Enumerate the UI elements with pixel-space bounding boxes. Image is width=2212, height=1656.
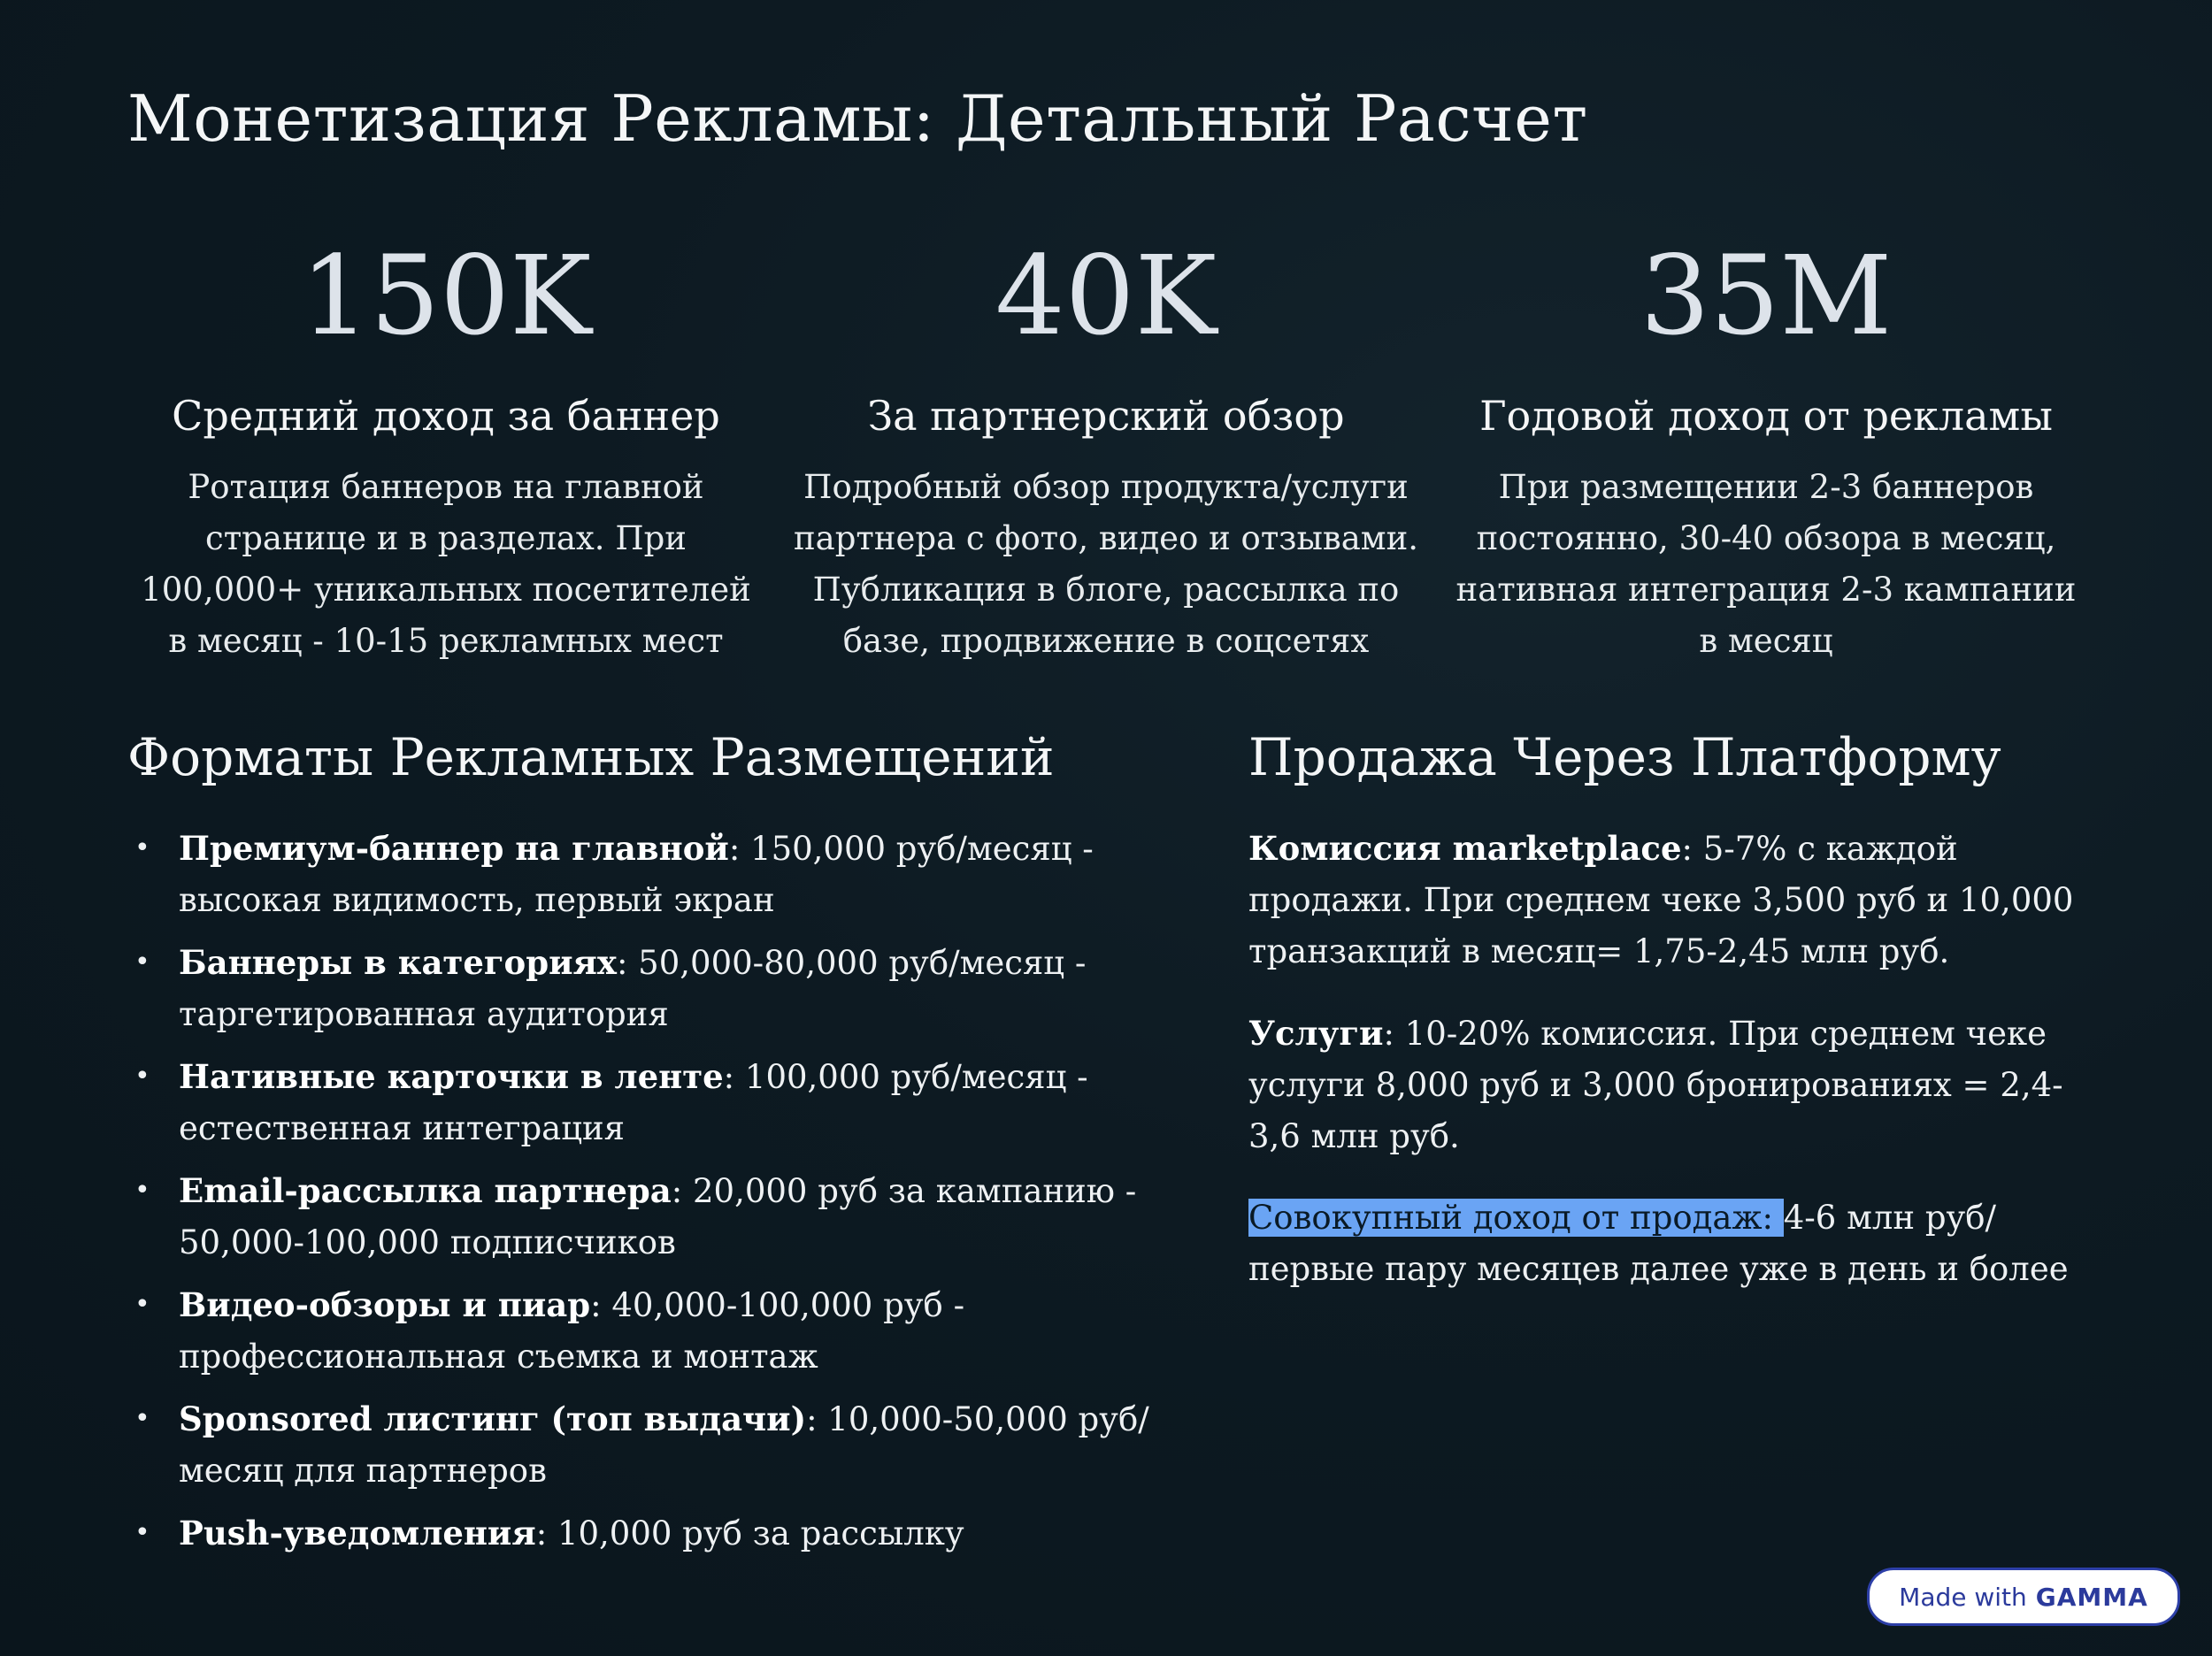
- stat-value: 40K: [995, 233, 1217, 360]
- item-text: : 20,000 руб за кампанию - 50,000-100,000 подписчиков: [179, 1172, 1137, 1261]
- formats-list: [127, 823, 1223, 1570]
- item-title: Push-уведомления: [179, 1514, 536, 1552]
- stat-description: Ротация баннеров на главной странице и в разделах. При 100,000+ уникальных посетителей в месяц - 10-15 рекламных мест: [141, 468, 751, 660]
- paragraph-text: 4-6 млн руб/первые пару месяцев далее уже в день и более: [1248, 1199, 2069, 1288]
- item-text: : 150,000 руб/месяц - высокая видимость, первый экран: [179, 830, 1094, 919]
- badge-prefix: Made with: [1899, 1582, 2027, 1612]
- item-title: Sponsored листинг (топ выдачи): [179, 1399, 807, 1438]
- list-item: [134, 1051, 1223, 1154]
- total-income-paragraph: [1248, 1192, 2098, 1295]
- page-title: Монетизация Рекламы: Детальный Расчет: [127, 81, 1588, 156]
- stat-value: 35M: [1640, 233, 1893, 360]
- paragraph-text: : 10-20% комиссия. При среднем чеке услуги 8,000 руб и 3,000 бронированиях = 2,4-3,6 млн руб.: [1248, 1015, 2063, 1155]
- gamma-logo: GAMMA: [2035, 1582, 2148, 1612]
- item-text: : 10,000 руб за рассылку: [535, 1514, 964, 1552]
- item-text: : 10,000-50,000 руб/месяц для партнеров: [179, 1400, 1149, 1490]
- stat-banner-income: [127, 221, 764, 667]
- bullet-icon: •: [134, 1517, 150, 1548]
- item-title: Видео-обзоры и пиар: [179, 1285, 591, 1324]
- bullet-icon: •: [134, 1289, 150, 1320]
- stat-partner-review: [787, 221, 1425, 667]
- list-item: [134, 1393, 1223, 1497]
- item-text: : 40,000-100,000 руб - профессиональная съемка и монтаж: [179, 1286, 965, 1376]
- stats-row: [127, 221, 2085, 681]
- bullet-icon: •: [134, 832, 150, 863]
- list-item: [134, 1165, 1223, 1269]
- stat-description: Подробный обзор продукта/услуги партнера с фото, видео и отзывами. Публикация в блоге, рассылка по базе, продвижение в соцсетях: [793, 468, 1419, 660]
- platform-heading: Продажа Через Платформу: [1248, 727, 2001, 787]
- item-title: Баннеры в категориях: [179, 943, 617, 982]
- list-item: [134, 1507, 1223, 1560]
- stat-label: Годовой доход от рекламы: [1479, 392, 2053, 440]
- stat-value: 150K: [300, 233, 592, 360]
- made-with-gamma-badge[interactable]: [1867, 1568, 2180, 1626]
- item-title: Email-рассылка партнера: [179, 1171, 672, 1210]
- paragraph-title: Комиссия marketplace: [1248, 829, 1682, 868]
- item-text: : 100,000 руб/месяц - естественная интеграция: [179, 1058, 1088, 1147]
- stat-description: При размещении 2-3 баннеров постоянно, 30-40 обзора в месяц, нативная интеграция 2-3 кампании в месяц: [1455, 468, 2077, 660]
- paragraph-text: : 5-7% с каждой продажи. При среднем чеке 3,500 руб и 10,000 транзакций в месяц= 1,75-2,45 млн руб.: [1248, 830, 2074, 970]
- list-item: [134, 823, 1223, 926]
- list-item: [134, 937, 1223, 1040]
- bullet-icon: •: [134, 1175, 150, 1206]
- marketplace-commission-paragraph: [1248, 823, 2098, 978]
- stat-label: За партнерский обзор: [867, 392, 1345, 440]
- services-paragraph: [1248, 1008, 2098, 1162]
- item-title: Премиум-баннер на главной: [179, 829, 729, 868]
- stat-label: Средний доход за баннер: [172, 392, 720, 440]
- bullet-icon: •: [134, 1061, 150, 1092]
- formats-heading: Форматы Рекламных Размещений: [127, 727, 1055, 787]
- item-title: Нативные карточки в ленте: [179, 1057, 724, 1096]
- bullet-icon: •: [134, 1403, 150, 1434]
- stat-annual-income: [1448, 221, 2085, 667]
- bullet-icon: •: [134, 947, 150, 978]
- paragraph-title: Услуги: [1248, 1014, 1384, 1053]
- list-item: [134, 1279, 1223, 1383]
- selected-text[interactable]: Совокупный доход от продаж:: [1248, 1199, 1784, 1237]
- item-text: : 50,000-80,000 руб/месяц - таргетированная аудитория: [179, 944, 1087, 1033]
- platform-section: [1248, 823, 2098, 1325]
